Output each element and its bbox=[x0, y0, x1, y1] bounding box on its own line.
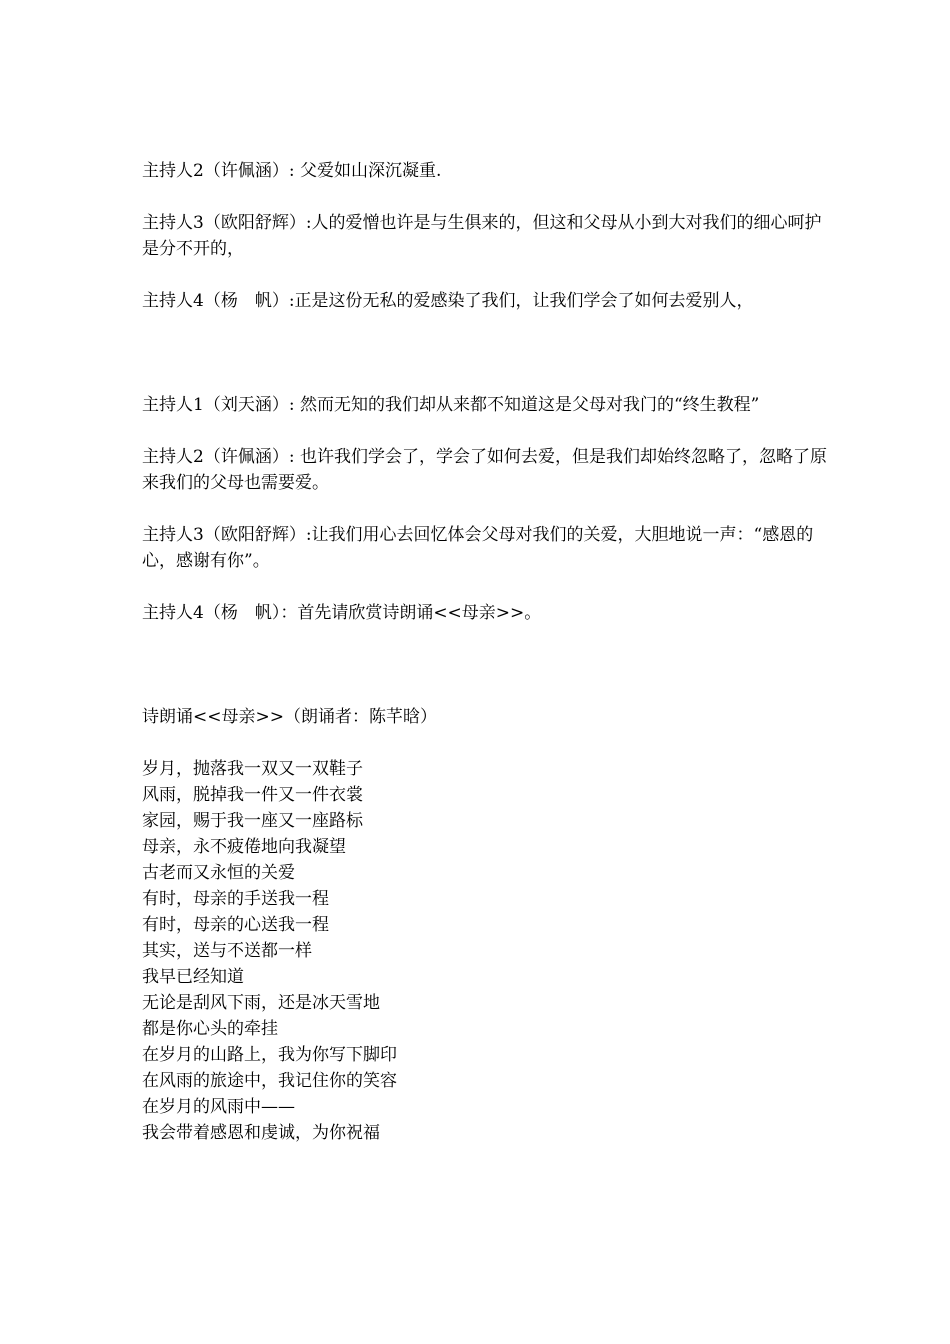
dialogue-line-host2-b: 主持人2（许佩涵）: 也许我们学会了，学会了如何去爱，但是我们却始终忽略了，忽略了原来我们的父母也需要爱。 bbox=[142, 447, 827, 493]
poem-title: 诗朗诵<<母亲>>（朗诵者：陈芊晗） bbox=[142, 707, 437, 727]
poem-line: 我会带着感恩和虔诚，为你祝福 bbox=[142, 1123, 380, 1143]
poem-line: 岁月，抛落我一双又一双鞋子 bbox=[142, 759, 363, 779]
document-page bbox=[142, 158, 832, 1146]
section-spacer bbox=[142, 626, 832, 704]
poem-line: 有时，母亲的心送我一程 bbox=[142, 915, 329, 935]
poem-line: 母亲，永不疲倦地向我凝望 bbox=[142, 837, 346, 857]
dialogue-line-host2-a: 主持人2（许佩涵）: 父爱如山深沉凝重. bbox=[142, 161, 442, 181]
poem-line: 在岁月的风雨中—— bbox=[142, 1097, 295, 1117]
spacer bbox=[142, 418, 832, 444]
spacer bbox=[142, 574, 832, 600]
poem-line: 在风雨的旅途中，我记住你的笑容 bbox=[142, 1071, 397, 1091]
poem-line: 风雨，脱掉我一件又一件衣裳 bbox=[142, 785, 363, 805]
dialogue-line-host3-a: 主持人3（欧阳舒辉）:人的爱憎也许是与生俱来的，但这和父母从小到大对我们的细心呵护是分不开的， bbox=[142, 213, 822, 259]
dialogue-line-host3-b: 主持人3（欧阳舒辉）:让我们用心去回忆体会父母对我们的关爱，大胆地说一声：“感恩的心，感谢有你”。 bbox=[142, 525, 814, 571]
poem-line: 都是你心头的牵挂 bbox=[142, 1019, 278, 1039]
poem-line: 我早已经知道 bbox=[142, 967, 244, 987]
poem-line: 家园，赐于我一座又一座路标 bbox=[142, 811, 363, 831]
dialogue-line-host4-b: 主持人4（杨 帆）：首先请欣赏诗朗诵<<母亲>>。 bbox=[142, 603, 542, 623]
dialogue-line-host1-b: 主持人1（刘天涵）: 然而无知的我们却从来都不知道这是父母对我门的“终生教程” bbox=[142, 395, 760, 415]
poem-line: 有时，母亲的手送我一程 bbox=[142, 889, 329, 909]
poem-body bbox=[142, 756, 832, 1146]
spacer bbox=[142, 184, 832, 210]
spacer bbox=[142, 262, 832, 288]
poem-line: 古老而又永恒的关爱 bbox=[142, 863, 295, 883]
poem-line: 无论是刮风下雨，还是冰天雪地 bbox=[142, 993, 380, 1013]
section-spacer bbox=[142, 314, 832, 392]
poem-line: 在岁月的山路上，我为你写下脚印 bbox=[142, 1045, 397, 1065]
poem-line: 其实，送与不送都一样 bbox=[142, 941, 312, 961]
spacer bbox=[142, 496, 832, 522]
spacer bbox=[142, 730, 832, 756]
dialogue-line-host4-a: 主持人4（杨 帆）:正是这份无私的爱感染了我们，让我们学会了如何去爱别人， bbox=[142, 291, 754, 311]
